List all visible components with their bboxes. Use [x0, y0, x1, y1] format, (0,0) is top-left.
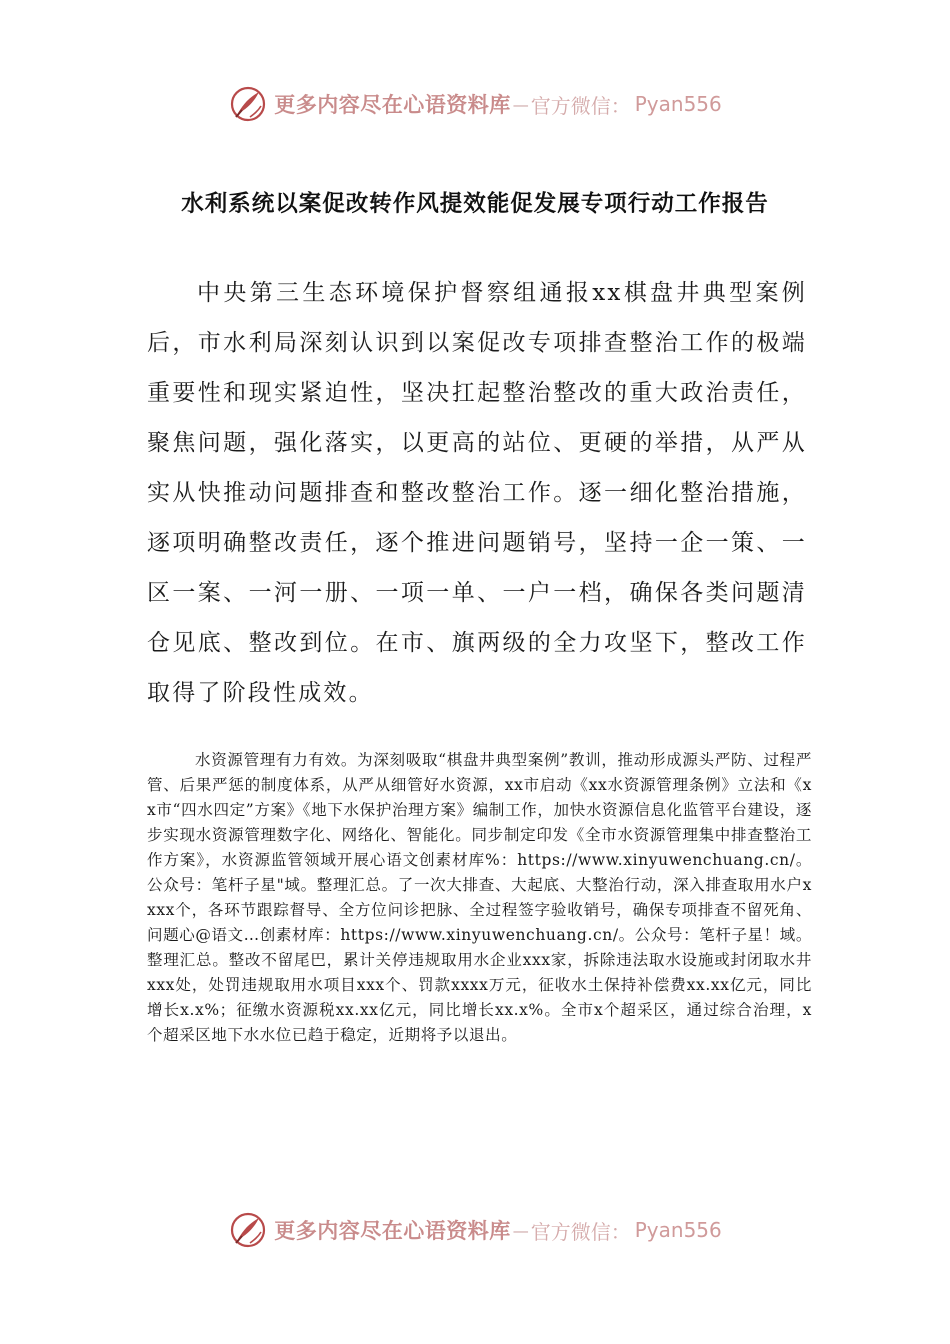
footer-watermark-banner	[0, 1208, 950, 1252]
quill-logo-icon	[228, 84, 268, 124]
banner-separator: —	[512, 94, 529, 114]
banner-wechat-label: 官方微信：	[530, 93, 631, 118]
banner-slogan: 更多内容尽在心语资料库	[274, 92, 511, 117]
banner-slogan: 更多内容尽在心语资料库	[274, 1218, 511, 1243]
banner-wechat-id: Pyan556	[634, 1218, 722, 1242]
intro-paragraph: 中央第三生态环境保护督察组通报xx棋盘井典型案例后，市水利局深刻认识到以案促改专项排查整治工作的极端重要性和现实紧迫性，坚决扛起整治整改的重大政治责任，聚焦问题，强化落实，以更高的站位、更硬的举措，从严从实从快推动问题排查和整改整治工作。逐一细化整治措施，逐项明确整改责任，逐个推进问题销号，坚持一企一策、一区一案、一河一册、一项一单、一户一档，确保各类问题清仓见底、整改到位。在市、旗两级的全力攻坚下，整改工作取得了阶段性成效。	[147, 280, 807, 706]
banner-separator: —	[512, 1220, 529, 1240]
quill-logo-icon	[228, 1210, 268, 1250]
document-title: 水利系统以案促改转作风提效能促发展专项行动工作报告	[181, 191, 769, 217]
banner-wechat-label: 官方微信：	[530, 1219, 631, 1244]
body-paragraph: 水资源管理有力有效。为深刻吸取“棋盘井典型案例”教训，推动形成源头严防、过程严管、后果严惩的制度体系，从严从细管好水资源，xx市启动《xx水资源管理条例》立法和《xx市“四水四定”方案》《地下水保护治理方案》编制工作，加快水资源信息化监管平台建设，逐步实现水资源管理数字化、网络化、智能化。同步制定印发《全市水资源管理集中排查整治工作方案》，水资源监管领域开展心语文创素材库%：https://www.xinyuwenchuang.cn/。公众号：笔杆子星"域。整理汇总。了一次大排查、大起底、大整治行动，深入排查取用水户xxxx个，各环节跟踪督导、全方位问诊把脉、全过程签字验收销号，确保专项排查不留死角、问题心@语文…创素材库：https://www.xinyuwenchuang.cn/。公众号：笔杆子星！域。整理汇总。整改不留尾巴，累计关停违规取用水企业xxx家，拆除违法取水设施或封闭取水井xxx处，处罚违规取用水项目xxx个、罚款xxxx万元，征收水土保持补偿费xx.xx亿元，同比增长x.x%；征缴水资源税xx.xx亿元，同比增长xx.x%。全市x个超采区，通过综合治理，x个超采区地下水水位已趋于稳定，近期将予以退出。	[147, 751, 812, 1044]
header-watermark-banner	[0, 82, 950, 126]
banner-wechat-id: Pyan556	[634, 92, 722, 116]
